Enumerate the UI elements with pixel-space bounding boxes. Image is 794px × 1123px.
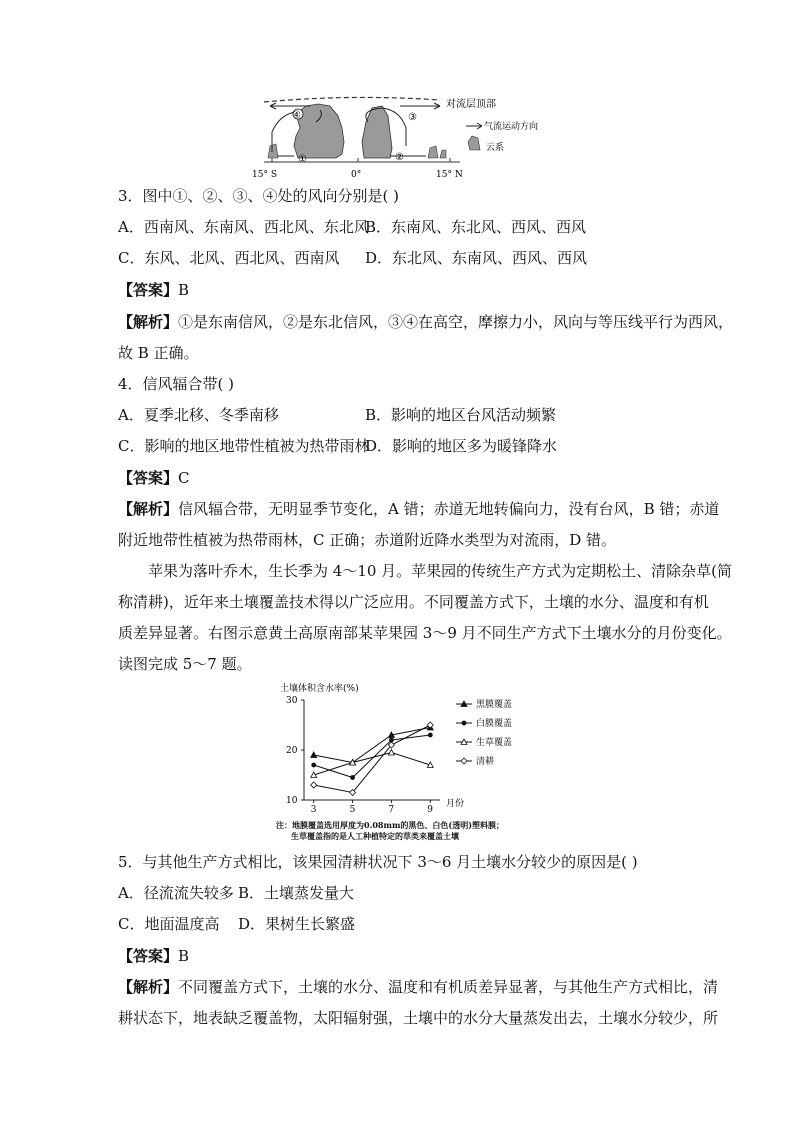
lat-right: 15° N — [436, 170, 463, 180]
mark-2: ② — [395, 152, 404, 163]
data-point — [311, 763, 316, 768]
legend-marker — [462, 721, 467, 726]
data-point — [388, 750, 394, 756]
q5-option-b: B．土壤蒸发量大 — [238, 884, 355, 902]
legend-label: 清耕 — [476, 757, 495, 767]
q3-option-d: D．东北风、东南风、西风、西风 — [365, 249, 588, 267]
data-point — [311, 782, 317, 788]
q3-analysis-cont: 故 B 正确。 — [118, 344, 199, 362]
q3-option-b: B．东南风、东北风、西风、西风 — [365, 218, 587, 236]
soil-moisture-chart — [270, 678, 540, 820]
q3-analysis: 【解析】①是东南信风，②是东北信风，③④在高空，摩擦力小，风向与等压线平行为西风， — [118, 313, 734, 331]
convection-diagram — [250, 92, 550, 182]
y-tick-label: 10 — [286, 796, 298, 806]
mark-3: ③ — [408, 112, 417, 123]
q4-stem: 4．信风辐合带( ) — [118, 375, 235, 393]
q5-option-a: A．径流流失较多 — [118, 884, 234, 902]
legend-cloud-icon — [468, 136, 480, 150]
x-tick-label: 9 — [427, 805, 434, 815]
mark-4: ④ — [292, 110, 301, 121]
q3-option-c: C．东风、北风、西北风、西南风 — [118, 249, 340, 267]
q4-option-a: A．夏季北移、冬季南移 — [118, 406, 279, 424]
tropopause-line — [264, 97, 440, 102]
series-line — [314, 753, 431, 776]
tropopause-label: 对流层顶部 — [446, 99, 496, 110]
data-point — [311, 752, 317, 758]
q3-answer: 【答案】B — [118, 281, 190, 299]
data-point — [350, 775, 355, 780]
q4-option-c: C．影响的地区地带性植被为热带雨林 — [118, 437, 370, 455]
passage-line-2: 称清耕)，近年来土壤覆盖技术得以广泛应用。不同覆盖方式下，土壤的水分、温度和有机 — [118, 593, 709, 611]
legend-cloud-label: 云系 — [486, 143, 505, 153]
x-tick-label: 7 — [388, 805, 395, 815]
data-point — [427, 722, 433, 728]
q5-analysis: 【解析】不同覆盖方式下，土壤的水分、温度和有机质差异显著，与其他生产方式相比，清 — [118, 978, 719, 996]
q3-option-a: A．西南风、东南风、西北风、东北风 — [118, 218, 369, 236]
y-tick-label: 20 — [286, 746, 298, 756]
lat-left: 15° S — [252, 170, 277, 180]
passage-line-3: 质差异显著。右图示意黄土高原南部某苹果园 3～9 月不同生产方式下土壤水分的月份变化。 — [118, 624, 732, 642]
x-tick-label: 5 — [349, 805, 356, 815]
q5-stem: 5．与其他生产方式相比，该果园清耕状况下 3～6 月土壤水分较少的原因是( ) — [118, 853, 638, 871]
q3-stem: 3．图中①、②、③、④处的风向分别是( ) — [118, 187, 400, 205]
legend-arrow-label: 气流运动方向 — [484, 122, 539, 132]
q4-option-b: B．影响的地区台风活动频繁 — [365, 406, 557, 424]
q5-option-c: C．地面温度高 — [118, 915, 220, 933]
series-line — [314, 735, 431, 778]
y-tick-label: 30 — [286, 696, 298, 706]
q4-answer: 【答案】C — [118, 469, 190, 487]
data-point — [428, 733, 433, 738]
legend-label: 生草覆盖 — [476, 738, 513, 748]
q4-analysis: 【解析】信风辐合带，无明显季节变化，A 错；赤道无地转偏向力，没有台风，B 错；赤道 — [118, 500, 720, 518]
legend-label: 白膜覆盖 — [476, 719, 513, 729]
legend-marker — [461, 758, 467, 764]
chart-title: 土壤体积含水率(%) — [280, 684, 359, 694]
chart-note-1: 注：地膜覆盖选用厚度为0.08mm的黑色、白色(透明)塑料膜； — [276, 820, 504, 830]
legend-label: 黑膜覆盖 — [476, 700, 513, 710]
passage-line-1: 苹果为落叶乔木，生长季为 4～10 月。苹果园的传统生产方式为定期松土、清除杂草(简 — [148, 562, 733, 580]
q5-analysis-cont: 耕状态下，地表缺乏覆盖物，太阳辐射强，土壤中的水分大量蒸发出去，土壤水分较少，所 — [118, 1009, 719, 1027]
x-tick-label: 3 — [310, 805, 317, 815]
q5-option-d: D．果树生长繁盛 — [238, 915, 356, 933]
x-axis-label: 月份 — [446, 799, 465, 809]
lat-mid: 0° — [351, 170, 362, 180]
q4-option-d: D．影响的地区多为暖锋降水 — [365, 437, 558, 455]
passage-line-4: 读图完成 5～7 题。 — [118, 655, 252, 673]
q5-answer: 【答案】B — [118, 947, 190, 965]
mark-1: ① — [298, 154, 307, 165]
q4-analysis-cont: 附近地带性植被为热带雨林，C 正确；赤道附近降水类型为对流雨，D 错。 — [118, 531, 617, 549]
chart-note-2: 生草覆盖指的是人工种植特定的草类来覆盖土壤 — [291, 831, 459, 841]
